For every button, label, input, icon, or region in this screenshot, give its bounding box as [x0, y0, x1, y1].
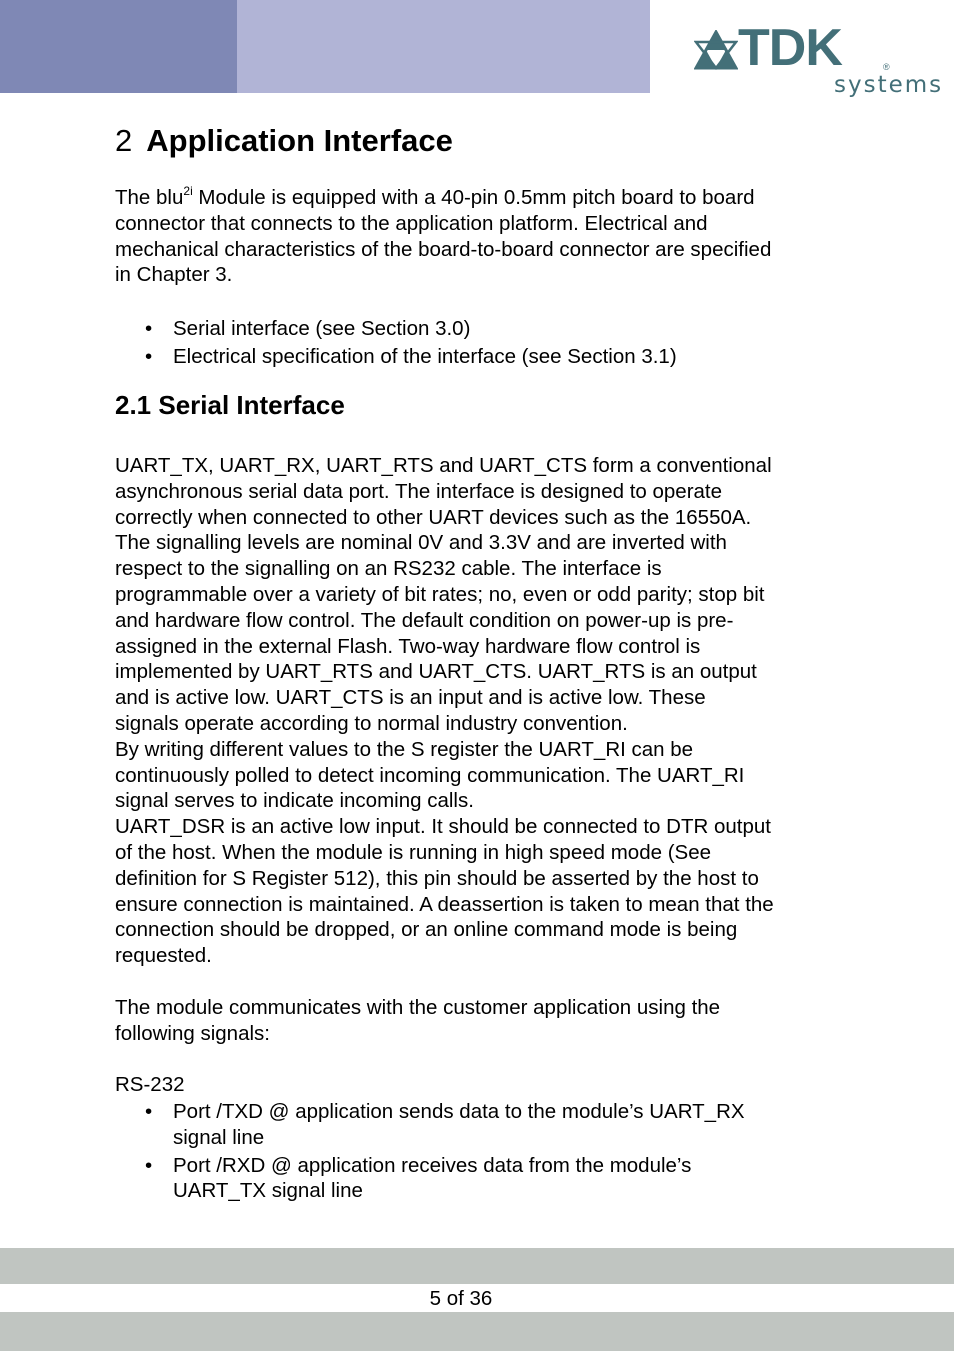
list-item: • Port /TXD @ application sends data to the module’s UART_RX signal line [145, 1100, 745, 1149]
subsection-heading: 2.1 Serial Interface [115, 390, 345, 420]
intro-paragraph: The blu$^{2i}$ Module is equipped with a 40-pin 0.5mm pitch board to board connector that connects to the application platform. Electrical and mechanical characteristics of the board-to-board connector are specified in Chapter 3. [115, 184, 772, 287]
list-item: • Port /RXD @ application receives data from the module’s UART_TX signal line [145, 1153, 692, 1203]
tdk-logo [694, 19, 944, 102]
header-band-light [237, 0, 650, 93]
header-band-dark [0, 0, 237, 93]
superscript: 2i [183, 184, 193, 198]
section-bullet-list [115, 316, 850, 373]
page-number: 5 of 36 [429, 1287, 493, 1310]
logo-subtext: systems [834, 72, 944, 98]
list-item: • Electrical specification of the interface (see Section 3.1) [145, 345, 677, 369]
section-heading [115, 122, 453, 160]
footer-band-top [0, 1248, 954, 1284]
logo-text: TDK [738, 19, 842, 77]
tdk-triangle-logo-icon [694, 30, 738, 72]
rs232-bullet-list [115, 1099, 850, 1206]
serial-interface-paragraph: UART_TX, UART_RX, UART_RTS and UART_CTS form a conventional asynchronous serial data port. The interface is designed to operate correctly when connected to other UART devices such as the 16550A. The signalling levels are nominal 0V and 3.3V and are inverted with respect to the signalling on an RS232 cable. The interface is programmable over a variety of bit rates; no, even or odd parity; stop bit and hardware flow control. The default condition on power-up is pre- assigned in the external Flash. Two-way hardware flow control is implemented by UART_RTS and UART_CTS. UART_RTS is an output and is active low. UART_CTS is an input and is active low. These signals operate according to normal industry convention. By writing different values to the S register the UART_RI can be continuously polled to detect incoming communication. The UART_RI signal serves to indicate incoming calls. UART_DSR is an active low input. It should be connected to DTR output of the host. When the module is running in high speed mode (See definition for S Register 512), this pin should be asserted by the host to ensure connection is maintained. A deassertion is taken to mean that the connection should be dropped, or an online command mode is being requested. [115, 454, 774, 968]
list-item: • Serial interface (see Section 3.0) [145, 317, 471, 340]
section-title: Application Interface [146, 123, 453, 158]
footer-band-bottom [0, 1312, 954, 1351]
section-number: 2 [115, 123, 133, 158]
signals-paragraph: The module communicates with the customer application using the following signals: [115, 996, 721, 1045]
rs232-label: RS-232 [115, 1073, 185, 1096]
logo-registered-mark: ® [883, 62, 890, 72]
